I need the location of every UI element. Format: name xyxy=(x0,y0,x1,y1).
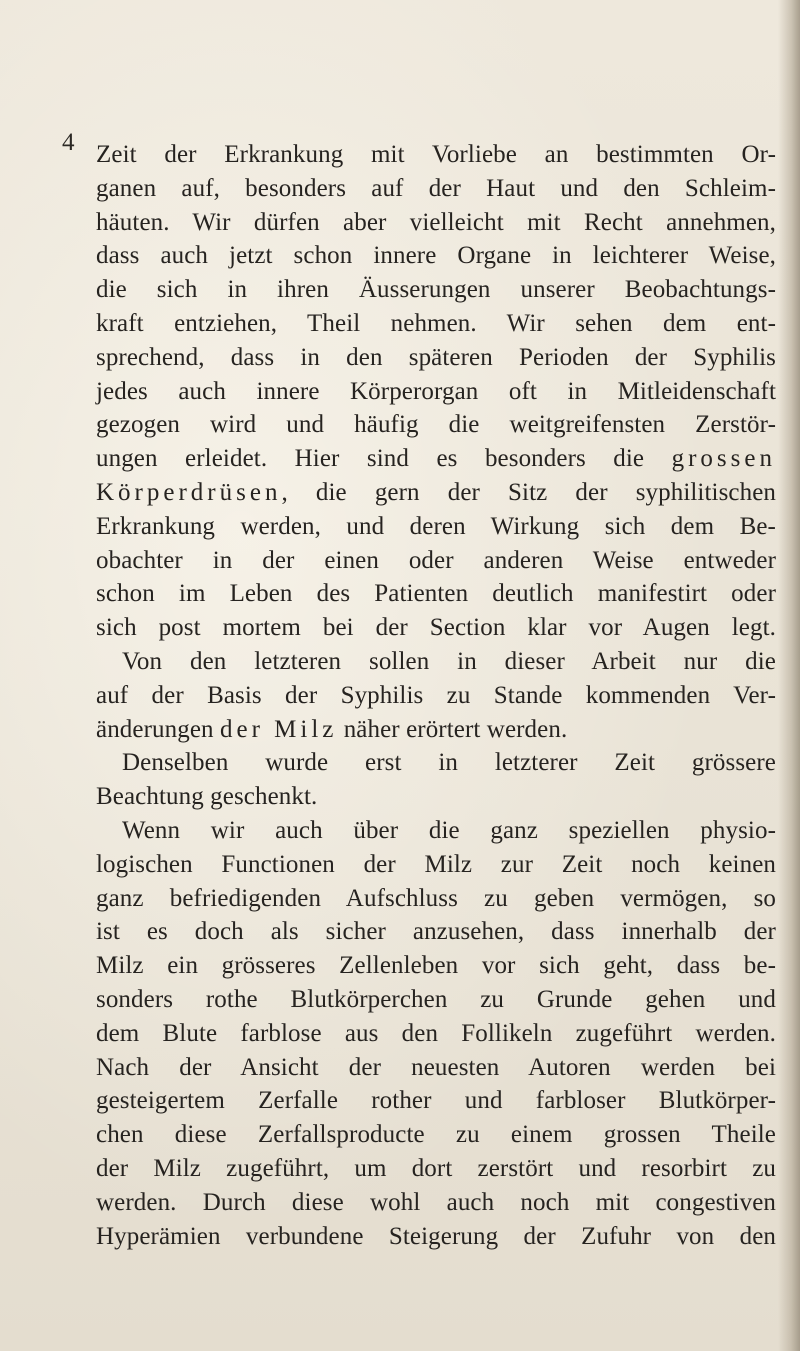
text-line-25: Milz ein grösseres Zellenleben vor sich geht, dass be- xyxy=(96,952,776,980)
emphasis-koerperdruesen: Körperdrüsen xyxy=(96,478,282,506)
text-line-16: Von den letzteren sollen in dieser Arbeit nur die xyxy=(122,647,776,675)
text-line-14: schon im Leben des Patienten deutlich manifestirt oder xyxy=(96,580,776,608)
text-line-4: dass auch jetzt schon innere Organe in leichterer Weise, xyxy=(96,242,776,270)
text-line-8: jedes auch innere Körperorgan oft in Mitleidenschaft xyxy=(96,377,776,405)
text-line-18 xyxy=(96,713,776,747)
text-line-20: Beachtung geschenkt. xyxy=(96,783,318,811)
text-line-3: häuten. Wir dürfen aber vielleicht mit Recht annehmen, xyxy=(96,208,776,236)
text-line-18-part-3: näher erörtert werden. xyxy=(337,715,568,743)
text-line-18-part-1: änderungen xyxy=(96,715,220,743)
text-line-1: Zeit der Erkrankung mit Vorliebe an bestimmten Or- xyxy=(96,141,776,168)
text-line-23: ganz befriedigenden Aufschluss zu geben vermögen, so xyxy=(96,884,776,912)
text-line-24: ist es doch als sicher anzusehen, dass innerhalb der xyxy=(96,918,776,946)
text-line-31: der Milz zugeführt, um dort zerstört und resorbirt zu xyxy=(96,1154,776,1182)
text-line-33: Hyperämien verbundene Steigerung der Zufuhr von den xyxy=(96,1222,776,1250)
text-line-32: werden. Durch diese wohl auch noch mit congestiven xyxy=(96,1188,776,1216)
text-line-27: dem Blute farblose aus den Follikeln zugeführt werden. xyxy=(96,1019,776,1047)
text-line-15: sich post mortem bei der Section klar vor Augen legt. xyxy=(96,614,776,642)
text-line-26: sonders rothe Blutkörperchen zu Grunde gehen und xyxy=(96,985,776,1013)
page-number: 4 xyxy=(62,129,75,156)
text-line-11-part-2: , die gern der Sitz der syphilitischen xyxy=(281,478,776,506)
text-line-29: gesteigertem Zerfalle rother und farbloser Blutkörper- xyxy=(96,1087,776,1115)
text-line-10 xyxy=(96,442,776,476)
page-edge-shadow xyxy=(778,0,800,1351)
text-line-22: logischen Functionen der Milz zur Zeit noch keinen xyxy=(96,850,776,878)
text-line-7: sprechend, dass in den späteren Perioden der Syphilis xyxy=(96,343,776,371)
text-line-11 xyxy=(96,476,776,510)
text-line-30: chen diese Zerfallsproducte zu einem grossen Theile xyxy=(96,1121,776,1149)
text-line-21: Wenn wir auch über die ganz speziellen physio- xyxy=(122,816,776,844)
body-text xyxy=(96,138,776,1253)
text-line-5: die sich in ihren Äusserungen unserer Beobachtungs- xyxy=(96,276,776,304)
emphasis-der-milz: der Milz xyxy=(219,715,338,743)
text-line-12: Erkrankung werden, und deren Wirkung sich dem Be- xyxy=(96,512,776,540)
emphasis-grossen: grossen xyxy=(671,445,776,473)
text-line-17: auf der Basis der Syphilis zu Stande kommenden Ver- xyxy=(96,681,776,709)
text-line-9: gezogen wird und häufig die weitgreifensten Zerstör- xyxy=(96,411,776,439)
text-line-10-part-1: ungen erleidet. Hier sind es besonders die xyxy=(96,445,672,473)
text-line-28: Nach der Ansicht der neuesten Autoren werden bei xyxy=(96,1053,776,1081)
text-line-2: ganen auf, besonders auf der Haut und den Schleim- xyxy=(96,174,776,202)
text-line-19: Denselben wurde erst in letzterer Zeit grössere xyxy=(122,749,776,777)
text-line-13: obachter in der einen oder anderen Weise entweder xyxy=(96,546,776,574)
text-line-6: kraft entziehen, Theil nehmen. Wir sehen dem ent- xyxy=(96,309,776,337)
